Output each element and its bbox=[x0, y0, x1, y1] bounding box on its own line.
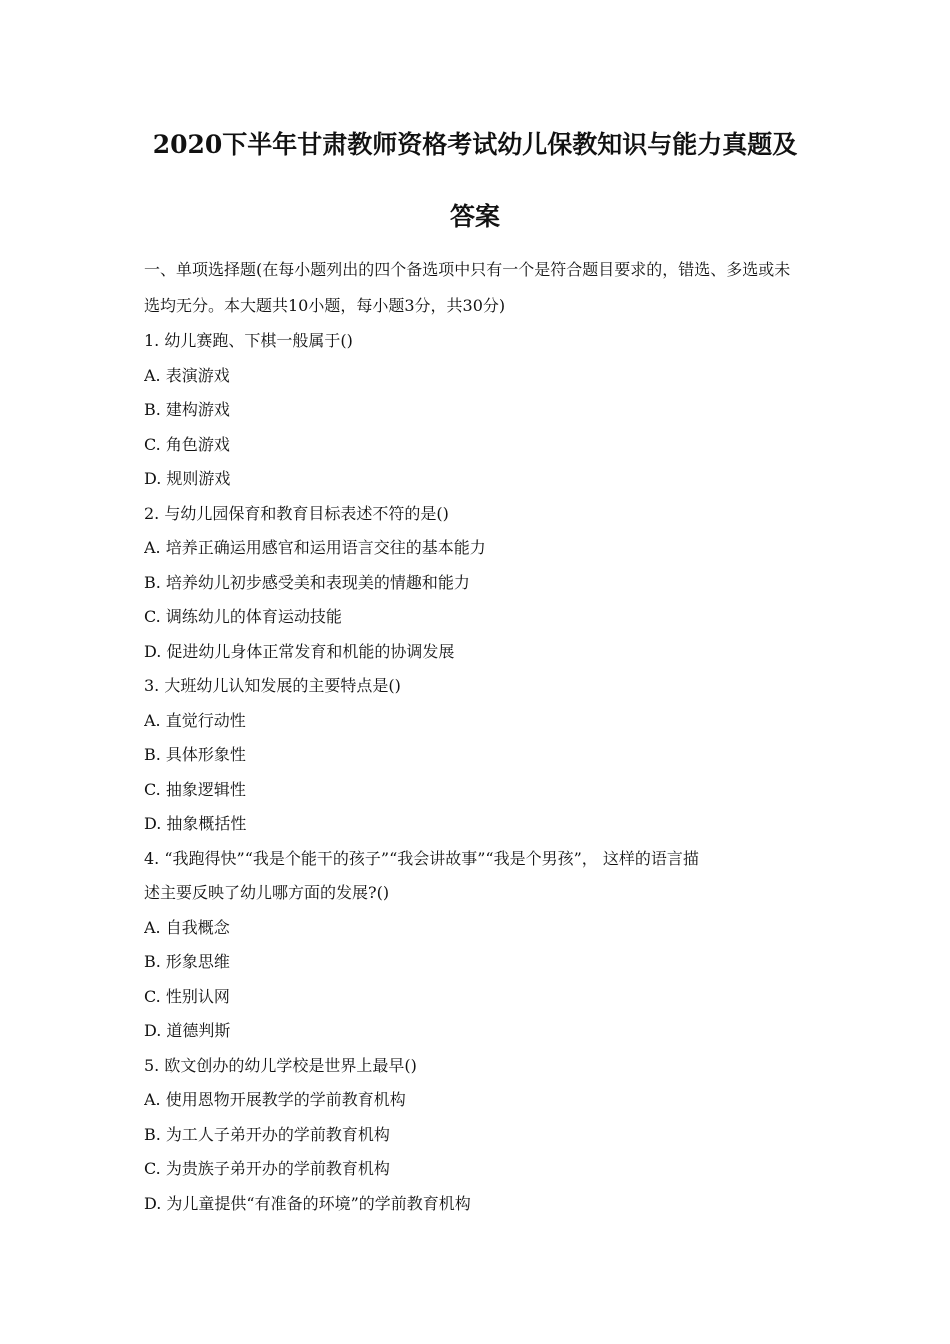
question-option-b: B. 为工人子弟开办的学前教育机构 bbox=[144, 1124, 390, 1144]
question-option-b: B. 建构游戏 bbox=[144, 400, 230, 419]
question-option-a: A. 使用恩物开展教学的学前教育机构 bbox=[144, 1090, 406, 1109]
question-5 bbox=[144, 1049, 824, 1222]
question-option-b: B. 形象思维 bbox=[144, 952, 230, 971]
question-option-a: A. 直觉行动性 bbox=[144, 710, 246, 730]
question-option-a: A. 表演游戏 bbox=[144, 365, 230, 385]
question-option-b: B. 培养幼儿初步感受美和表现美的情趣和能力 bbox=[144, 572, 470, 592]
question-option-c: C. 性别认网 bbox=[144, 986, 230, 1006]
question-option-d: D. 规则游戏 bbox=[144, 469, 231, 488]
question-option-a: A. 培养正确运用感官和运用语言交往的基本能力 bbox=[144, 538, 486, 557]
question-option-d: D. 道德判斯 bbox=[144, 1021, 231, 1040]
question-option-d: D. 抽象概括性 bbox=[144, 814, 247, 833]
question-option-a: A. 自我概念 bbox=[144, 917, 230, 937]
question-stem-line-2: 述主要反映了幼儿哪方面的发展?() bbox=[144, 883, 390, 902]
question-3 bbox=[144, 669, 824, 842]
document-body bbox=[144, 252, 824, 1221]
question-option-c: C. 调练幼儿的体育运动技能 bbox=[144, 607, 342, 626]
question-option-c: C. 抽象逻辑性 bbox=[144, 779, 246, 799]
question-stem: 1. 幼儿赛跑、下棋一般属于() bbox=[144, 331, 353, 350]
section-intro-line-1: 一、单项选择题(在每小题列出的四个备选项中只有一个是符合题目要求的，错选、多选或未 bbox=[144, 260, 791, 279]
question-option-c: C. 为贵族子弟开办的学前教育机构 bbox=[144, 1159, 390, 1178]
question-4 bbox=[144, 842, 824, 1049]
question-1 bbox=[144, 324, 824, 497]
question-option-d: D. 促进幼儿身体正常发育和机能的协调发展 bbox=[144, 641, 455, 661]
question-stem-line-1: 4. “我跑得快”“我是个能干的孩子”“我会讲故事”“我是个男孩”， 这样的语言描 bbox=[144, 848, 699, 868]
question-2 bbox=[144, 497, 824, 670]
question-option-b: B. 具体形象性 bbox=[144, 745, 246, 764]
document-title-line-2: 答案 bbox=[449, 202, 500, 231]
section-intro-line-2: 选均无分。本大题共10小题，每小题3分，共30分) bbox=[144, 296, 506, 315]
question-option-c: C. 角色游戏 bbox=[144, 434, 230, 454]
question-option-d: D. 为儿童提供“有准备的环境”的学前教育机构 bbox=[144, 1193, 471, 1213]
question-stem: 5. 欧文创办的幼儿学校是世界上最早() bbox=[144, 1055, 417, 1075]
question-stem: 2. 与幼儿园保育和教育目标表述不符的是() bbox=[144, 503, 449, 523]
document-title-line-1: 2020下半年甘肃教师资格考试幼儿保教知识与能力真题及 bbox=[152, 130, 798, 159]
question-stem: 3. 大班幼儿认知发展的主要特点是() bbox=[144, 676, 401, 695]
